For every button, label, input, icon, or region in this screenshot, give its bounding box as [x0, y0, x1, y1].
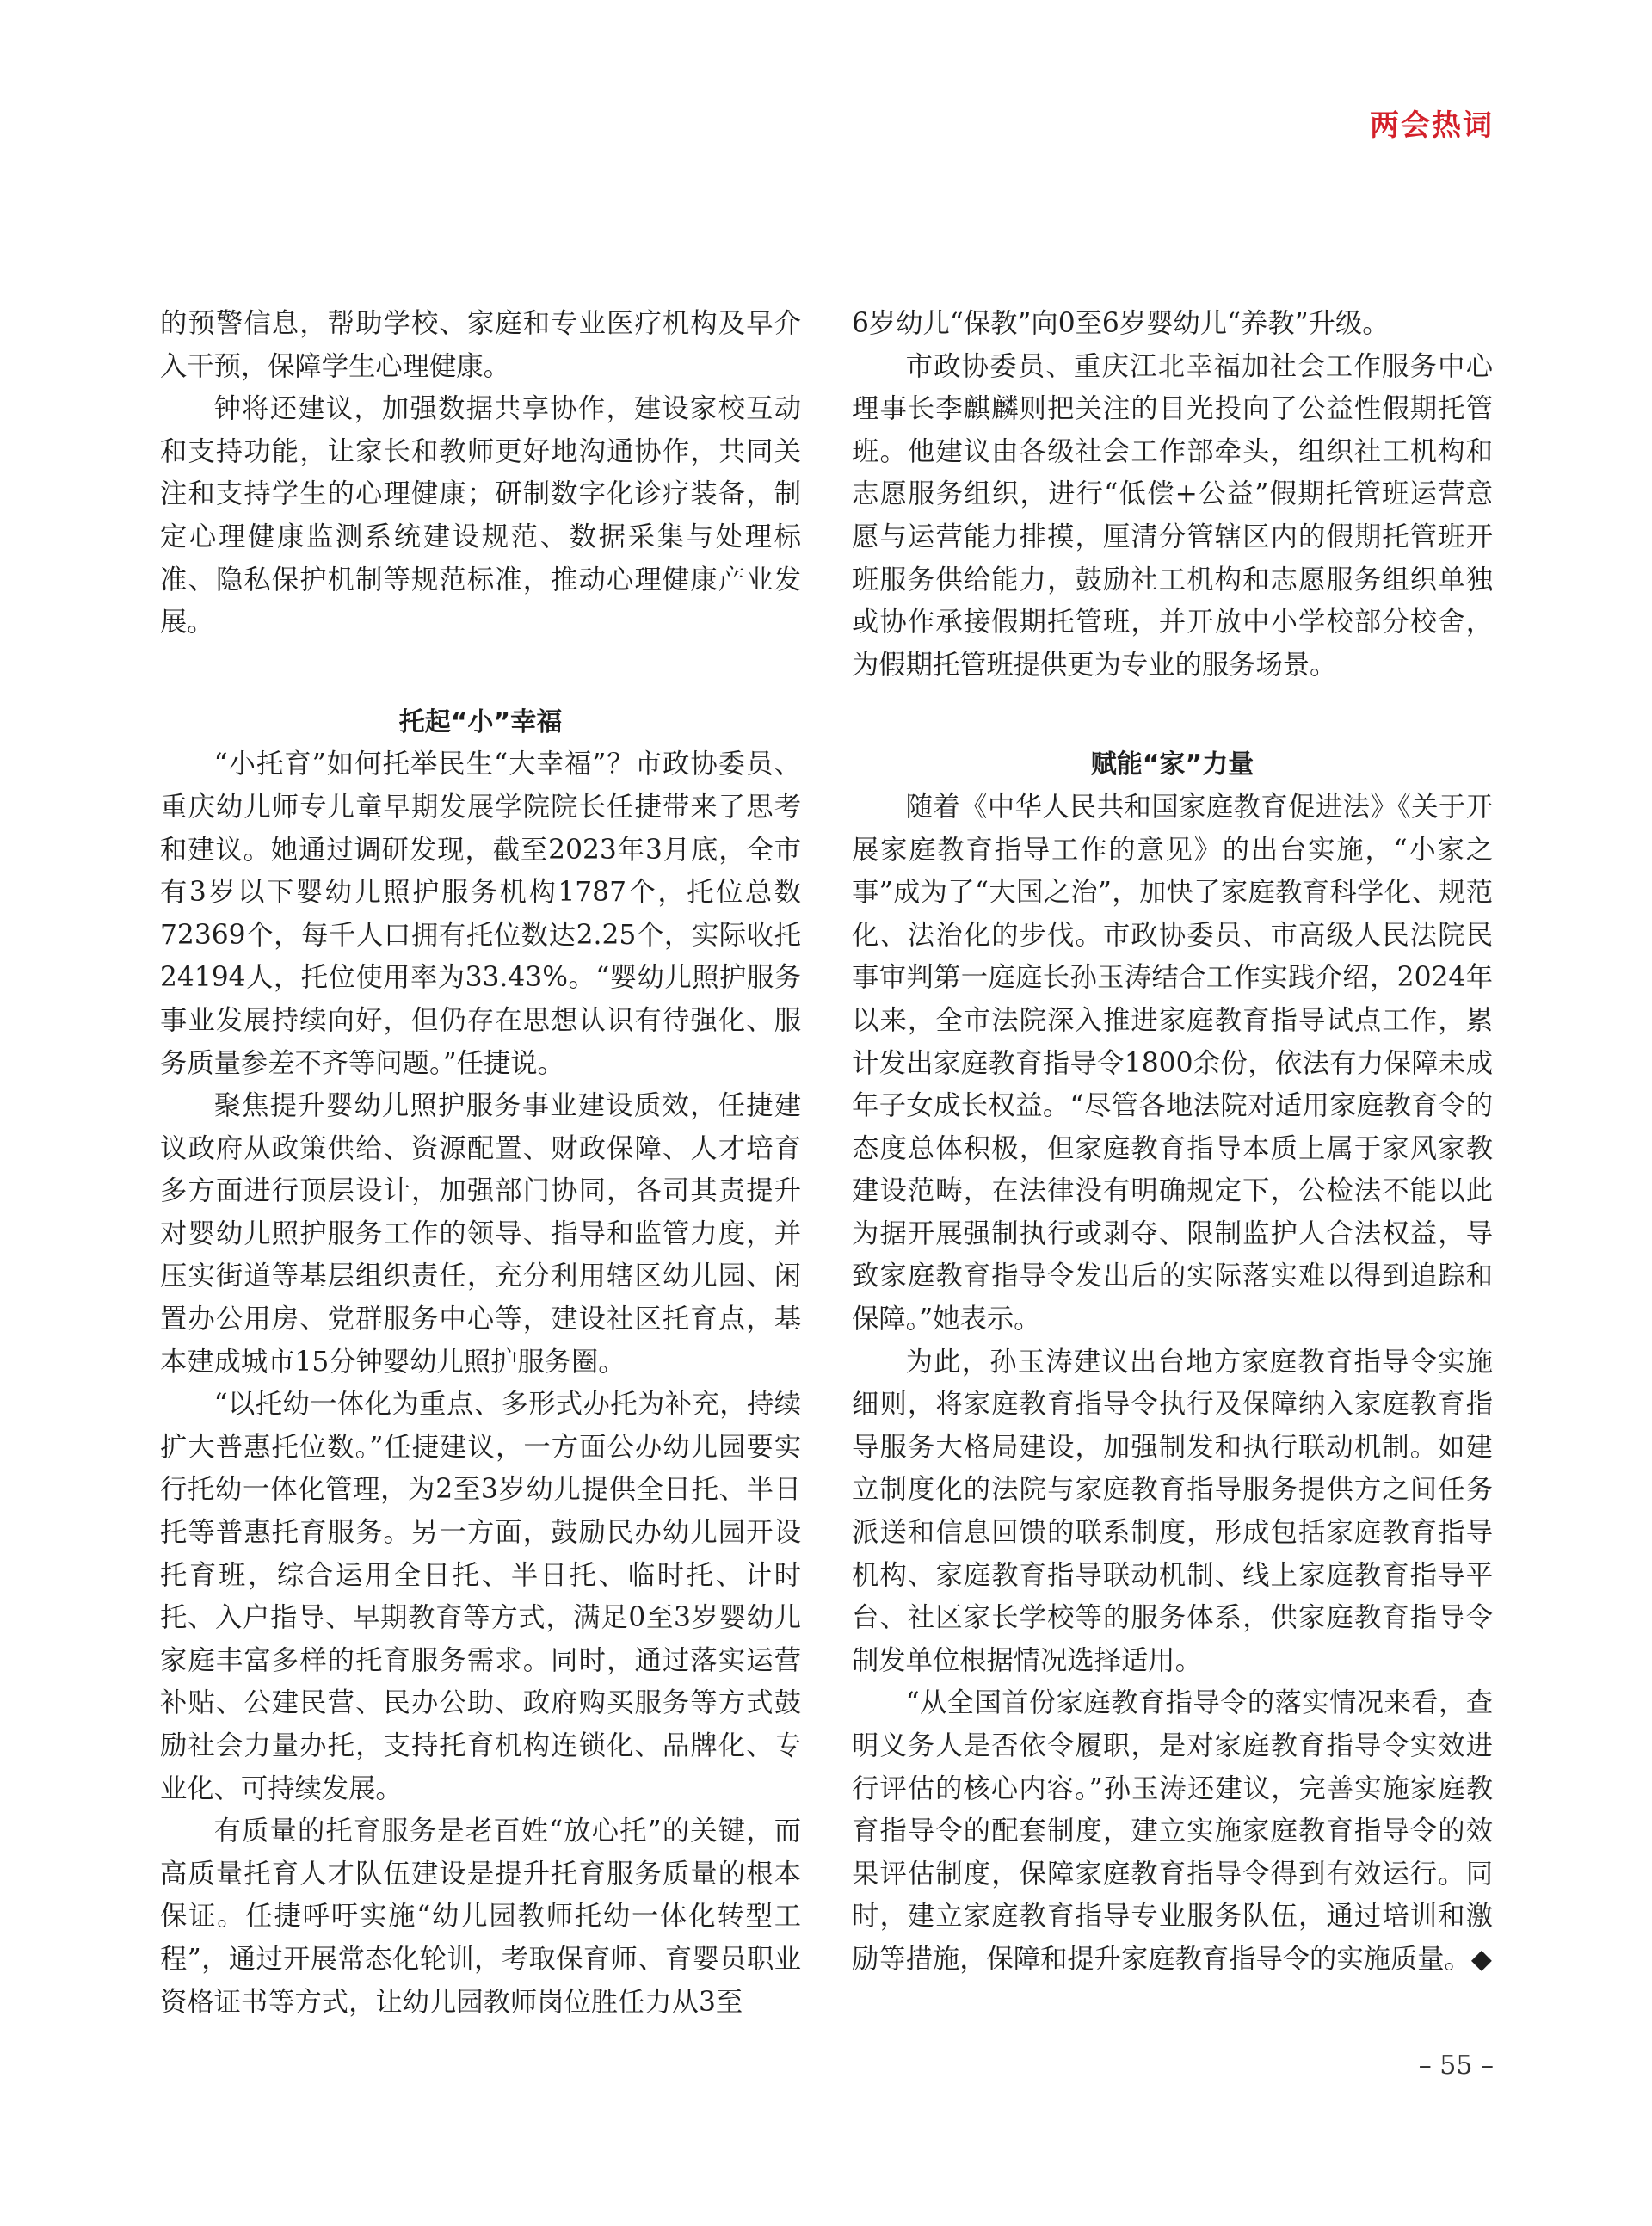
- spacer: [160, 644, 801, 701]
- paragraph: “以托幼一体化为重点、多形式办托为补充，持续扩大普惠托位数。”任捷建议，一方面公办幼儿园要实行托幼一体化管理，为2至3岁幼儿提供全日托、半日托等普惠托育服务。另一方面，鼓励民办幼儿园开设托育班，综合运用全日托、半日托、临时托、计时托、入户指导、早期教育等方式，满足0至3岁婴幼儿家庭丰富多样的托育服务需求。同时，通过落实运营补贴、公建民营、民办公助、政府购买服务等方式鼓励社会力量办托，支持托育机构连锁化、品牌化、专业化、可持续发展。: [160, 1389, 801, 1804]
- paragraph: 随着《中华人民共和国家庭教育促进法》《关于开展家庭教育指导工作的意见》的出台实施，“小家之事”成为了“大国之治”，加快了家庭教育科学化、规范化、法治化的步伐。市政协委员、市高级人民法院民事审判第一庭庭长孙玉涛结合工作实践介绍，2024年以来，全市法院深入推进家庭教育指导试点工作，累计发出家庭教育指导令1800余份，依法有力保障未成年子女成长权益。“尽管各地法院对适用家庭教育令的态度总体积极，但家庭教育指导本质上属于家风家教建设范畴，在法律没有明确规定下，公检法不能以此为据开展强制执行或剥夺、限制监护人合法权益，导致家庭教育指导令发出后的实际落实难以得到追踪和保障。”她表示。: [852, 791, 1493, 1335]
- end-mark-icon: ◆: [1470, 1943, 1492, 1975]
- paragraph: 6岁幼儿“保教”向0至6岁婴幼儿“养教”升级。: [852, 308, 1390, 339]
- paragraph: 聚焦提升婴幼儿照护服务事业建设质效，任捷建议政府从政策供给、资源配置、财政保障、人才培育多方面进行顶层设计，加强部门协同，各司其责提升对婴幼儿照护服务工作的领导、指导和监管力度，并压实街道等基层组织责任，充分利用辖区幼儿园、闲置办公用房、党群服务中心等，建设社区托育点，基本建成城市15分钟婴幼儿照护服务圈。: [160, 1090, 801, 1378]
- paragraph: 市政协委员、重庆江北幸福加社会工作服务中心理事长李麒麟则把关注的目光投向了公益性假期托管班。他建议由各级社会工作部牵头，组织社工机构和志愿服务组织，进行“低偿+公益”假期托管班运营意愿与运营能力排摸，厘清分管辖区内的假期托管班开班服务供给能力，鼓励社工机构和志愿服务组织单独或协作承接假期托管班，并开放中小学校部分校舍，为假期托管班提供更为专业的服务场景。: [852, 350, 1493, 681]
- page-number: – 55 –: [1418, 2050, 1494, 2081]
- section-heading: 赋能“家”力量: [1090, 749, 1254, 780]
- paragraph: [852, 1682, 1493, 1981]
- paragraph: “小托育”如何托举民生“大幸福”？市政协委员、重庆幼儿师专儿童早期发展学院院长任捷带来了思考和建议。她通过调研发现，截至2023年3月底，全市有3岁以下婴幼儿照护服务机构1787个，托位总数72369个，每千人口拥有托位数达2.25个，实际收托24194人，托位使用率为33.43%。“婴幼儿照护服务事业发展持续向好，但仍存在思想认识有待强化、服务质量参差不齐等问题。”任捷说。: [160, 749, 801, 1079]
- section-tag: 两会热词: [1370, 108, 1494, 143]
- right-column: [852, 303, 1493, 1982]
- paragraph: 为此，孙玉涛建议出台地方家庭教育指导令实施细则，将家庭教育指导令执行及保障纳入家庭教育指导服务大格局建设，加强制发和执行联动机制。如建立制度化的法院与家庭教育指导服务提供方之间任务派送和信息回馈的联系制度，形成包括家庭教育指导机构、家庭教育指导联动机制、线上家庭教育指导平台、社区家长学校等的服务体系，供家庭教育指导令制发单位根据情况选择适用。: [852, 1346, 1493, 1676]
- paragraph-text: “从全国首份家庭教育指导令的落实情况来看，查明义务人是否依令履职，是对家庭教育指导令实效进行评估的核心内容。”孙玉涛还建议，完善实施家庭教育指导令的配套制度，建立实施家庭教育指导令的效果评估制度，保障家庭教育指导令得到有效运行。同时，建立家庭教育指导专业服务队伍，通过培训和激励等措施，保障和提升家庭教育指导令的实施质量。: [852, 1687, 1493, 1975]
- paragraph: 的预警信息，帮助学校、家庭和专业医疗机构及早介入干预，保障学生心理健康。: [160, 308, 801, 382]
- paragraph: 钟将还建议，加强数据共享协作，建设家校互动和支持功能，让家长和教师更好地沟通协作，共同关注和支持学生的心理健康；研制数字化诊疗装备，制定心理健康监测系统建设规范、数据采集与处理标准、隐私保护机制等规范标准，推动心理健康产业发展。: [160, 393, 801, 638]
- left-column: [160, 303, 801, 2024]
- paragraph: 有质量的托育服务是老百姓“放心托”的关键，而高质量托育人才队伍建设是提升托育服务质量的根本保证。任捷呼吁实施“幼儿园教师托幼一体化转型工程”，通过开展常态化轮训，考取保育师、育婴员职业资格证书等方式，让幼儿园教师岗位胜任力从3至: [160, 1816, 801, 2018]
- spacer: [852, 687, 1493, 743]
- section-heading: 托起“小”幸福: [398, 706, 563, 737]
